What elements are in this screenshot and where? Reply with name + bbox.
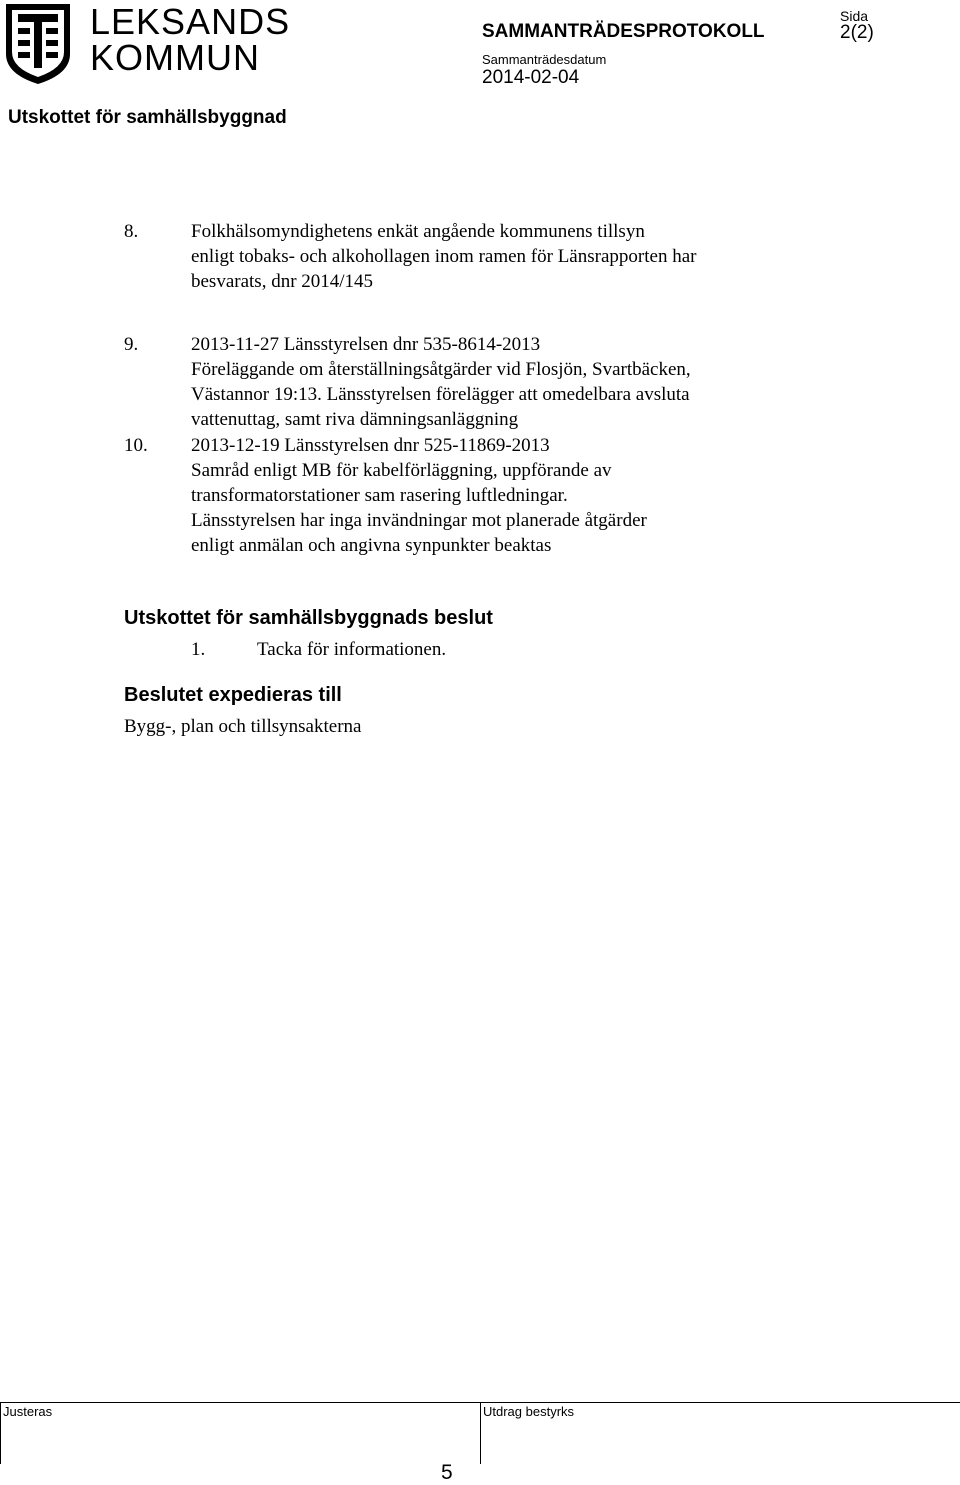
item-line: 2013-11-27 Länsstyrelsen dnr 535-8614-2013 — [191, 334, 541, 355]
footer-column-divider — [480, 1402, 481, 1464]
item-number: 8. — [124, 221, 139, 242]
decision-heading: Utskottet för samhällsbyggnads beslut — [124, 607, 493, 629]
meeting-date-label: Sammanträdesdatum — [482, 52, 607, 67]
municipality-crest-icon — [4, 2, 72, 86]
logo-line-1: LEKSANDS — [90, 1, 291, 42]
page-label: Sida — [840, 8, 869, 24]
utdrag-bestyrks-label: Utdrag bestyrks — [483, 1404, 575, 1419]
item-line: Länsstyrelsen har inga invändningar mot planerade åtgärder — [191, 510, 647, 531]
meeting-date: 2014-02-04 — [482, 67, 580, 88]
item-line: 2013-12-19 Länsstyrelsen dnr 525-11869-2013 — [191, 435, 550, 456]
municipality-logo — [90, 1, 291, 78]
footer-left-border — [0, 1402, 1, 1464]
sent-to-recipients: Bygg-, plan och tillsynsakterna — [124, 716, 362, 737]
justeras-label: Justeras — [3, 1404, 53, 1419]
page-number: 2(2) — [840, 22, 874, 43]
decision-text: Tacka för informationen. — [257, 639, 447, 660]
item-line: vattenuttag, samt riva dämningsanläggning — [191, 409, 519, 430]
item-line: Folkhälsomyndighetens enkät angående kommunens tillsyn — [191, 221, 645, 242]
item-line: Samråd enligt MB för kabelförläggning, uppförande av — [191, 460, 612, 481]
decision-number: 1. — [191, 639, 206, 660]
sent-to-heading: Beslutet expedieras till — [124, 684, 342, 706]
footer-page-number: 5 — [441, 1461, 453, 1484]
item-line: enligt anmälan och angivna synpunkter beaktas — [191, 535, 552, 556]
item-line: besvarats, dnr 2014/145 — [191, 271, 374, 292]
item-line: transformatorstationer sam rasering luftledningar. — [191, 485, 568, 506]
item-line: Föreläggande om återställningsåtgärder vid Flosjön, Svartbäcken, — [191, 359, 691, 380]
committee-name: Utskottet för samhällsbyggnad — [8, 107, 287, 128]
document-type: SAMMANTRÄDESPROTOKOLL — [482, 21, 765, 42]
item-line: Västannor 19:13. Länsstyrelsen förelägger att omedelbara avsluta — [191, 384, 690, 405]
item-line: enligt tobaks- och alkohollagen inom ramen för Länsrapporten har — [191, 246, 697, 267]
item-number: 10. — [124, 435, 148, 456]
item-number: 9. — [124, 334, 139, 355]
logo-line-2: KOMMUN — [90, 37, 260, 78]
